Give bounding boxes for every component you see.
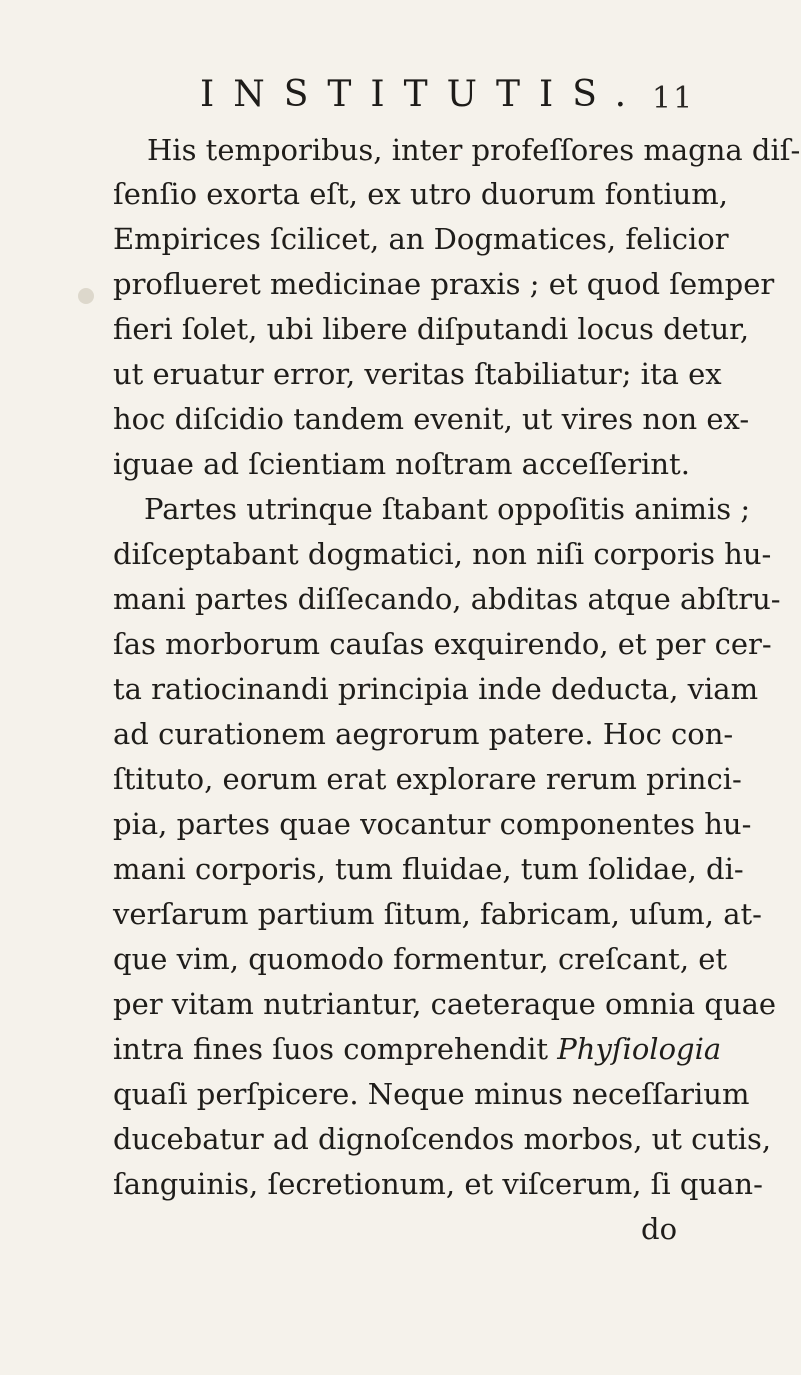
- text-line: ut eruatur error, veritas ſtabiliatur; ita ex: [113, 357, 722, 391]
- text-line: proflueret medicinae praxis ; et quod ſemper: [113, 267, 775, 301]
- text-line: His temporibus, inter profeſſores magna diſ-: [147, 133, 801, 167]
- text-line: mani corporis, tum fluidae, tum ſolidae, di-: [113, 852, 744, 886]
- text-line: ta ratiocinandi principia inde deducta, viam: [113, 672, 759, 706]
- text-line: mani partes diſſecando, abditas atque abſtru-: [113, 582, 781, 616]
- text-line: ſas morborum cauſas exquirendo, et per cer-: [113, 627, 772, 661]
- text-line: Partes utrinque ſtabant oppoſitis animis ;: [144, 492, 751, 526]
- page-header: [0, 72, 801, 118]
- catchword: do: [641, 1212, 678, 1246]
- text-line: iguae ad ſcientiam noſtram acceſſerint.: [113, 447, 690, 481]
- text-line-content: intra fines ſuos comprehendit: [113, 1032, 549, 1066]
- page-number: 11: [652, 81, 695, 116]
- text-line: verſarum partium ſitum, fabricam, uſum, at-: [113, 897, 762, 931]
- text-line: Empirices ſcilicet, an Dogmatices, felicior: [113, 222, 729, 256]
- text-line: per vitam nutriantur, caeteraque omnia quae: [113, 987, 777, 1021]
- text-line: ducebatur ad dignoſcendos morbos, ut cutis,: [113, 1122, 772, 1156]
- italic-term: Phyſiologia: [557, 1032, 722, 1066]
- text-line: [113, 1024, 721, 1074]
- text-line: fieri ſolet, ubi libere diſputandi locus detur,: [113, 312, 750, 346]
- paper-stain: [78, 288, 94, 304]
- text-line: hoc diſcidio tandem evenit, ut vires non ex-: [113, 402, 750, 436]
- text-line: pia, partes quae vocantur componentes hu-: [113, 807, 752, 841]
- text-line: que vim, quomodo formentur, creſcant, et: [113, 942, 728, 976]
- text-line: diſceptabant dogmatici, non niſi corporis hu-: [113, 537, 772, 571]
- running-head: INSTITUTIS.: [200, 74, 646, 115]
- text-line: ſenſio exorta eſt, ex utro duorum fontium,: [113, 177, 729, 211]
- text-line: ſanguinis, ſecretionum, et viſcerum, ſi quan-: [113, 1167, 763, 1201]
- text-line: quaſi perſpicere. Neque minus neceſſarium: [113, 1077, 750, 1111]
- text-line: ſtituto, eorum erat explorare rerum princi-: [113, 762, 742, 796]
- text-line: ad curationem aegrorum patere. Hoc con-: [113, 717, 734, 751]
